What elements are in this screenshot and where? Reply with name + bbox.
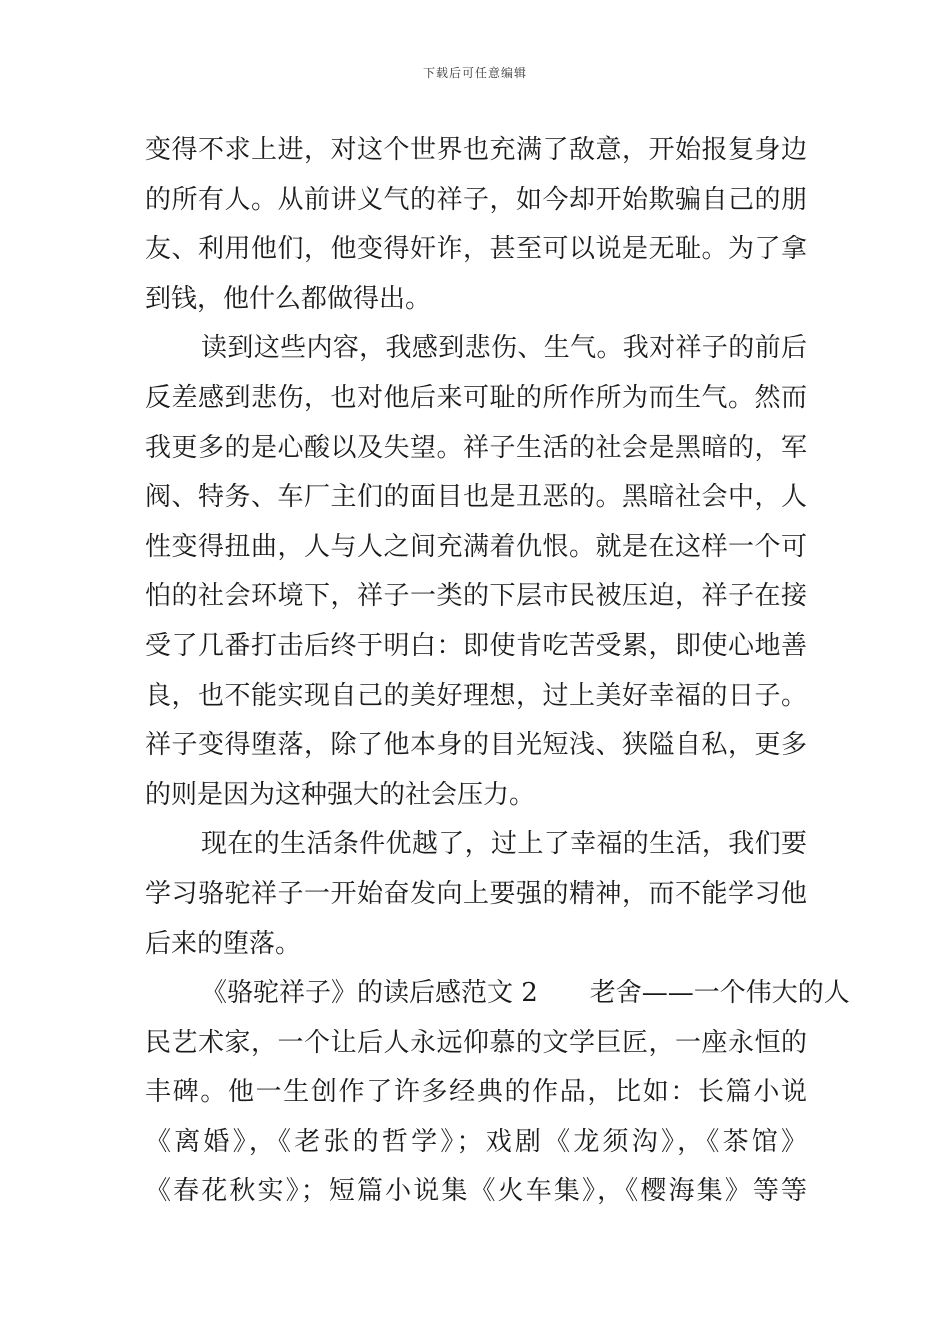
text-line: 怕的社会环境下，祥子一类的下层市民被压迫，祥子在接: [145, 581, 807, 612]
text-line: 良，也不能实现自己的美好理想，过上美好幸福的日子。: [145, 680, 807, 711]
text-line: 《离婚》，《老张的哲学》；戏剧《龙须沟》，《茶馆》: [145, 1126, 807, 1157]
body-text: [145, 126, 850, 1217]
paragraph-start-line: 读到这些内容，我感到悲伤、生气。我对祥子的前后: [201, 333, 807, 364]
text-line: 性变得扭曲，人与人之间充满着仇恨。就是在这样一个可: [145, 531, 807, 562]
paragraph-start-line: 《骆驼祥子》的读后感范文 2 老舍——一个伟大的人: [201, 978, 850, 1009]
text-line: 到钱，他什么都做得出。: [145, 283, 432, 314]
text-line: 我更多的是心酸以及失望。祥子生活的社会是黑暗的，军: [145, 432, 807, 463]
text-line: 阀、特务、车厂主们的面目也是丑恶的。黑暗社会中，人: [145, 482, 807, 513]
text-line: 受了几番打击后终于明白：即使肯吃苦受累，即使心地善: [145, 630, 807, 661]
paragraph-start-line: 现在的生活条件优越了，过上了幸福的生活，我们要: [201, 829, 807, 860]
text-line: 祥子变得堕落，除了他本身的目光短浅、狭隘自私，更多: [145, 730, 807, 761]
text-line: 反差感到悲伤，也对他后来可耻的所作所为而生气。然而: [145, 382, 807, 413]
text-line: 民艺术家，一个让后人永远仰慕的文学巨匠，一座永恒的: [145, 1027, 807, 1058]
text-line: 后来的堕落。: [145, 928, 302, 959]
text-line: 的所有人。从前讲义气的祥子，如今却开始欺骗自己的朋: [145, 184, 807, 215]
text-line: 《春花秋实》；短篇小说集《火车集》，《樱海集》等等: [145, 1176, 807, 1207]
header-note: 下载后可任意编辑: [422, 66, 527, 80]
text-line: 学习骆驼祥子一开始奋发向上要强的精神，而不能学习他: [145, 878, 807, 909]
text-line: 变得不求上进，对这个世界也充满了敌意，开始报复身边: [145, 135, 807, 165]
text-line: 丰碑。他一生创作了许多经典的作品，比如：长篇小说: [145, 1077, 807, 1108]
text-line: 友、利用他们，他变得奸诈，甚至可以说是无耻。为了拿: [145, 234, 807, 265]
text-line: 的则是因为这种强大的社会压力。: [145, 779, 536, 810]
